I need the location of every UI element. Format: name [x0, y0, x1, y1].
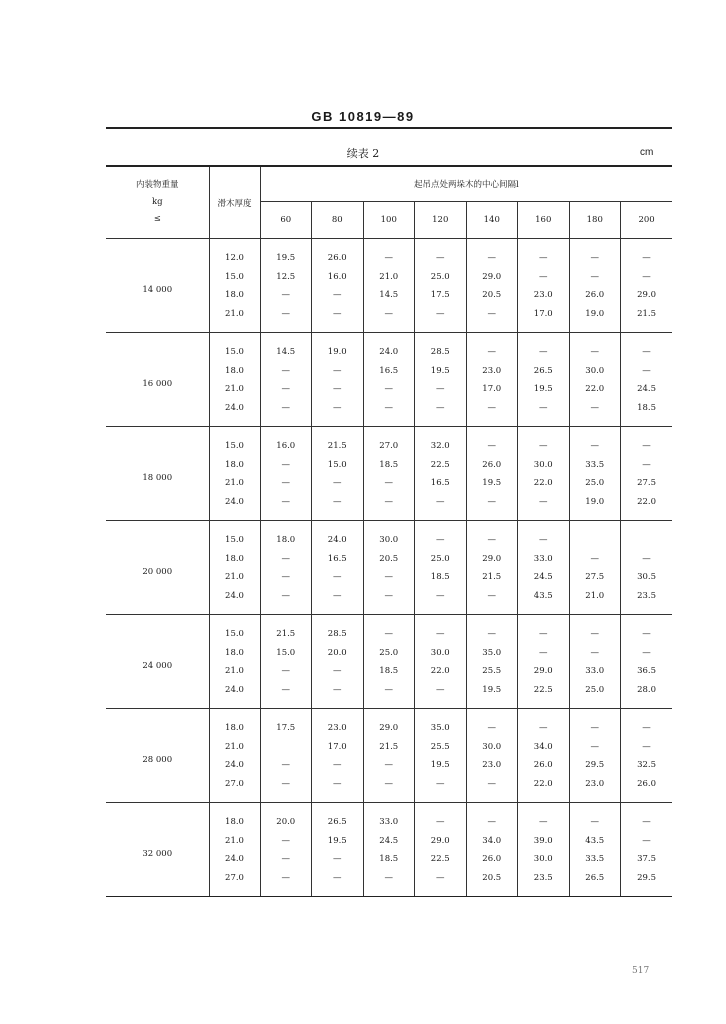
value-cell: — — [518, 427, 570, 456]
value-cell: 25.0 — [415, 268, 467, 287]
value-cell: 35.0 — [466, 644, 518, 663]
value-cell: 26.0 — [569, 286, 621, 305]
value-cell: — — [466, 775, 518, 803]
value-cell: 26.5 — [312, 803, 364, 832]
weight-cell: 16 000 — [106, 333, 209, 427]
value-cell: — — [415, 615, 467, 644]
value-cell: 43.5 — [569, 832, 621, 851]
weight-cell: 28 000 — [106, 709, 209, 803]
spacing-header-100: 100 — [363, 202, 415, 239]
value-cell: — — [312, 587, 364, 615]
value-cell: — — [260, 362, 312, 381]
value-cell: — — [415, 399, 467, 427]
value-cell: 18.5 — [363, 662, 415, 681]
value-cell: — — [260, 832, 312, 851]
value-cell: — — [260, 587, 312, 615]
value-cell: 26.0 — [466, 850, 518, 869]
value-cell: — — [518, 333, 570, 362]
value-cell: 21.5 — [621, 305, 673, 333]
value-cell: — — [466, 587, 518, 615]
value-cell: 34.0 — [466, 832, 518, 851]
value-cell: 32.5 — [637, 760, 657, 771]
value-cell: 17.5 — [415, 286, 467, 305]
value-cell: — — [466, 239, 518, 268]
value-cell: 25.0 — [363, 644, 415, 663]
value-cell: — — [260, 662, 312, 681]
value-cell: — — [312, 305, 364, 333]
value-cell: — — [312, 380, 364, 399]
value-cell: 22.0 — [518, 775, 570, 803]
value-cell: 27.0 — [363, 427, 415, 456]
value-cell: 23.0 — [466, 362, 518, 381]
value-cell: — — [260, 681, 312, 709]
value-cell: — — [312, 568, 364, 587]
top-rule — [106, 127, 672, 129]
value-cell: 29.5 — [621, 869, 673, 897]
thickness-cell: 27.0 — [209, 869, 260, 897]
value-cell: — — [642, 253, 651, 264]
thickness-cell: 24.0 — [209, 756, 260, 775]
value-cell: — — [642, 817, 651, 828]
value-cell: — — [363, 474, 415, 493]
value-cell: — — [415, 305, 467, 333]
value-cell: 37.5 — [637, 854, 657, 865]
spacing-table — [106, 165, 672, 897]
value-cell: 17.0 — [518, 305, 570, 333]
value-cell: 23.5 — [518, 869, 570, 897]
value-cell: 26.0 — [312, 239, 364, 268]
value-cell — [260, 738, 312, 757]
value-cell: 26.5 — [518, 362, 570, 381]
value-cell: 20.5 — [363, 550, 415, 569]
value-cell: — — [363, 587, 415, 615]
thickness-cell: 15.0 — [209, 521, 260, 550]
thickness-cell: 24.0 — [209, 399, 260, 427]
value-cell: 30.0 — [569, 362, 621, 381]
value-cell: 16.5 — [312, 550, 364, 569]
value-cell: 15.0 — [260, 644, 312, 663]
thickness-cell: 18.0 — [209, 709, 260, 738]
value-cell: 30.5 — [637, 572, 657, 583]
value-cell: 17.0 — [466, 380, 518, 399]
value-cell: 29.0 — [466, 550, 518, 569]
value-cell: 33.5 — [569, 850, 621, 869]
value-cell: 27.5 — [569, 568, 621, 587]
value-cell: — — [312, 286, 364, 305]
thickness-cell: 21.0 — [209, 662, 260, 681]
value-cell: — — [363, 568, 415, 587]
value-cell: 14.5 — [260, 333, 312, 362]
value-cell: — — [363, 681, 415, 709]
thickness-cell: 27.0 — [209, 775, 260, 803]
value-cell: — — [260, 474, 312, 493]
thickness-cell: 15.0 — [209, 427, 260, 456]
value-cell: — — [260, 399, 312, 427]
span-header: 起吊点处两垛木的中心间隔l — [260, 166, 672, 202]
value-cell: — — [363, 380, 415, 399]
value-cell: 22.0 — [518, 474, 570, 493]
thickness-cell: 12.0 — [209, 239, 260, 268]
value-cell: 23.0 — [312, 709, 364, 738]
value-cell: 21.5 — [260, 615, 312, 644]
value-cell: — — [518, 239, 570, 268]
value-cell: — — [518, 521, 570, 550]
value-cell: 21.5 — [363, 738, 415, 757]
value-cell: 20.0 — [260, 803, 312, 832]
value-cell: 16.0 — [312, 268, 364, 287]
weight-cell: 18 000 — [106, 427, 209, 521]
value-cell: — — [518, 399, 570, 427]
table-row — [106, 333, 672, 362]
thickness-cell: 21.0 — [209, 474, 260, 493]
value-cell: — — [363, 775, 415, 803]
thickness-cell: 15.0 — [209, 333, 260, 362]
value-cell: 18.5 — [363, 850, 415, 869]
weight-header-line: 内装物重量 — [135, 180, 179, 190]
value-cell: — — [260, 493, 312, 521]
value-cell: — — [312, 362, 364, 381]
value-cell: 33.0 — [363, 803, 415, 832]
value-cell: 33.5 — [569, 456, 621, 475]
thickness-cell: 24.0 — [209, 493, 260, 521]
unit-label: cm — [640, 147, 654, 158]
table-row — [106, 521, 672, 550]
value-cell: — — [642, 347, 651, 358]
value-cell: 34.0 — [518, 738, 570, 757]
weight-cell: 24 000 — [106, 615, 209, 709]
table-row — [106, 427, 672, 456]
value-cell: — — [466, 493, 518, 521]
value-cell: 29.0 — [363, 709, 415, 738]
value-cell: 29.0 — [518, 662, 570, 681]
spacing-header-80: 80 — [312, 202, 364, 239]
table-body — [106, 239, 672, 897]
value-cell: 24.5 — [518, 568, 570, 587]
value-cell — [621, 521, 673, 550]
value-cell: 29.0 — [637, 290, 657, 301]
value-cell: 30.0 — [415, 644, 467, 663]
value-cell: — — [642, 629, 651, 640]
value-cell: — — [312, 493, 364, 521]
value-cell: — — [312, 399, 364, 427]
value-cell: 16.5 — [415, 474, 467, 493]
table-caption: 续表 2 — [346, 147, 380, 160]
value-cell: — — [642, 365, 651, 376]
value-cell: — — [518, 644, 570, 663]
value-cell: — — [312, 850, 364, 869]
value-cell: — — [642, 271, 651, 282]
value-cell: 18.5 — [415, 568, 467, 587]
value-cell: — — [415, 380, 467, 399]
value-cell: 15.0 — [312, 456, 364, 475]
spacing-header-160: 160 — [518, 202, 570, 239]
value-cell: 23.0 — [466, 756, 518, 775]
value-cell: — — [415, 239, 467, 268]
value-cell: — — [569, 615, 621, 644]
value-cell: 19.5 — [260, 239, 312, 268]
thickness-header: 滑木厚度 — [209, 166, 260, 239]
weight-cell: 32 000 — [106, 803, 209, 897]
value-cell: 24.0 — [363, 333, 415, 362]
value-cell: — — [312, 474, 364, 493]
value-cell: — — [363, 239, 415, 268]
value-cell: 23.5 — [621, 587, 673, 615]
value-cell: — — [415, 587, 467, 615]
value-cell: — — [642, 741, 651, 752]
value-cell: — — [363, 493, 415, 521]
value-cell: 30.0 — [363, 521, 415, 550]
table-row — [106, 709, 672, 738]
value-cell: — — [569, 709, 621, 738]
value-cell: — — [363, 399, 415, 427]
value-cell: 30.0 — [466, 738, 518, 757]
value-cell: — — [415, 521, 467, 550]
value-cell: — — [466, 333, 518, 362]
value-cell: 16.5 — [363, 362, 415, 381]
spacing-header-140: 140 — [466, 202, 518, 239]
thickness-cell: 21.0 — [209, 568, 260, 587]
thickness-cell: 21.0 — [209, 380, 260, 399]
value-cell: — — [260, 869, 312, 897]
value-cell: — — [415, 775, 467, 803]
value-cell: — — [569, 239, 621, 268]
value-cell: 22.0 — [415, 662, 467, 681]
value-cell: 19.5 — [466, 474, 518, 493]
thickness-cell: 18.0 — [209, 803, 260, 832]
value-cell: 32.0 — [415, 427, 467, 456]
value-cell: — — [415, 869, 467, 897]
spacing-header-180: 180 — [569, 202, 621, 239]
value-cell: 29.5 — [569, 756, 621, 775]
standard-number: GB 10819—89 — [311, 109, 415, 124]
value-cell: — — [466, 305, 518, 333]
weight-header-unit: kg — [151, 197, 163, 207]
spacing-header-120: 120 — [415, 202, 467, 239]
value-cell: — — [466, 803, 518, 832]
value-cell: — — [466, 615, 518, 644]
value-cell: — — [518, 268, 570, 287]
thickness-cell: 24.0 — [209, 850, 260, 869]
value-cell: 19.5 — [415, 756, 467, 775]
thickness-cell: 15.0 — [209, 615, 260, 644]
value-cell: 26.0 — [466, 456, 518, 475]
value-cell: 26.0 — [518, 756, 570, 775]
weight-cell: 20 000 — [106, 521, 209, 615]
value-cell: 19.0 — [569, 493, 621, 521]
value-cell: 18.0 — [260, 521, 312, 550]
value-cell: — — [363, 615, 415, 644]
value-cell: 29.0 — [466, 268, 518, 287]
spacing-header-200: 200 — [621, 202, 673, 239]
value-cell: 24.5 — [637, 384, 657, 395]
thickness-cell: 15.0 — [209, 268, 260, 287]
value-cell: 29.0 — [415, 832, 467, 851]
value-cell: 26.5 — [569, 869, 621, 897]
value-cell: — — [642, 723, 651, 734]
value-cell: — — [363, 869, 415, 897]
value-cell: 25.0 — [569, 681, 621, 709]
value-cell: 20.5 — [466, 869, 518, 897]
value-cell: 25.0 — [415, 550, 467, 569]
value-cell: 24.5 — [363, 832, 415, 851]
value-cell: — — [260, 850, 312, 869]
thickness-cell: 21.0 — [209, 738, 260, 757]
value-cell: 21.0 — [569, 587, 621, 615]
page-number: 517 — [632, 966, 650, 976]
value-cell: — — [518, 709, 570, 738]
value-cell: 28.5 — [312, 615, 364, 644]
value-cell: — — [466, 399, 518, 427]
value-cell: 23.0 — [569, 775, 621, 803]
value-cell: 30.0 — [518, 456, 570, 475]
value-cell: — — [312, 869, 364, 897]
value-cell: 25.5 — [466, 662, 518, 681]
value-cell: 30.0 — [518, 850, 570, 869]
value-cell: — — [569, 644, 621, 663]
value-cell: 28.5 — [415, 333, 467, 362]
value-cell: 39.0 — [518, 832, 570, 851]
thickness-cell: 24.0 — [209, 587, 260, 615]
value-cell: 19.0 — [569, 305, 621, 333]
value-cell: — — [642, 647, 651, 658]
spacing-header-60: 60 — [260, 202, 312, 239]
value-cell: 36.5 — [637, 666, 657, 677]
table-row — [106, 239, 672, 268]
value-cell: 21.5 — [312, 427, 364, 456]
thickness-cell: 18.0 — [209, 456, 260, 475]
value-cell: — — [363, 756, 415, 775]
value-cell: 19.5 — [415, 362, 467, 381]
thickness-cell: 18.0 — [209, 550, 260, 569]
value-cell: 22.5 — [415, 850, 467, 869]
value-cell: — — [415, 803, 467, 832]
value-cell: 16.0 — [260, 427, 312, 456]
value-cell: — — [642, 459, 651, 470]
value-cell: — — [260, 286, 312, 305]
thickness-cell: 18.0 — [209, 362, 260, 381]
value-cell: — — [518, 803, 570, 832]
value-cell: — — [569, 738, 621, 757]
value-cell: — — [260, 305, 312, 333]
value-cell: 28.0 — [621, 681, 673, 709]
value-cell: — — [569, 333, 621, 362]
value-cell: 17.0 — [312, 738, 364, 757]
value-cell: — — [260, 568, 312, 587]
table-row — [106, 615, 672, 644]
weight-header-symbol: ≤ — [153, 214, 161, 224]
value-cell: 43.5 — [518, 587, 570, 615]
value-cell: 20.0 — [312, 644, 364, 663]
value-cell: 19.5 — [518, 380, 570, 399]
value-cell: 26.0 — [621, 775, 673, 803]
value-cell: 24.0 — [312, 521, 364, 550]
value-cell — [569, 521, 621, 550]
value-cell: 22.0 — [569, 380, 621, 399]
value-cell: 21.0 — [363, 268, 415, 287]
table-head — [106, 166, 672, 239]
value-cell: 33.0 — [518, 550, 570, 569]
value-cell: 17.5 — [260, 709, 312, 738]
value-cell: 22.5 — [518, 681, 570, 709]
value-cell: — — [569, 803, 621, 832]
value-cell: 12.5 — [260, 268, 312, 287]
value-cell: — — [260, 550, 312, 569]
value-cell: 19.0 — [312, 333, 364, 362]
value-cell: — — [260, 380, 312, 399]
table-row — [106, 803, 672, 832]
value-cell: 22.5 — [415, 456, 467, 475]
value-cell: — — [363, 305, 415, 333]
value-cell: — — [312, 756, 364, 775]
value-cell: — — [569, 550, 621, 569]
value-cell: — — [312, 681, 364, 709]
value-cell: — — [312, 662, 364, 681]
thickness-cell: 21.0 — [209, 832, 260, 851]
value-cell: 27.5 — [637, 478, 657, 489]
weight-header — [106, 166, 209, 239]
value-cell: — — [260, 756, 312, 775]
value-cell: — — [569, 399, 621, 427]
value-cell: 22.0 — [621, 493, 673, 521]
value-cell: — — [260, 456, 312, 475]
value-cell: — — [260, 775, 312, 803]
value-cell: — — [518, 493, 570, 521]
value-cell: 35.0 — [415, 709, 467, 738]
thickness-cell: 18.0 — [209, 286, 260, 305]
value-cell: 25.5 — [415, 738, 467, 757]
thickness-cell: 18.0 — [209, 644, 260, 663]
value-cell: 14.5 — [363, 286, 415, 305]
value-cell: 19.5 — [312, 832, 364, 851]
value-cell: — — [518, 615, 570, 644]
value-cell: 18.5 — [363, 456, 415, 475]
thickness-cell: 21.0 — [209, 305, 260, 333]
value-cell: — — [466, 521, 518, 550]
value-cell: 18.5 — [621, 399, 673, 427]
value-cell: — — [415, 681, 467, 709]
thickness-cell: 24.0 — [209, 681, 260, 709]
value-cell: 21.5 — [466, 568, 518, 587]
value-cell: — — [642, 553, 651, 564]
value-cell: 19.5 — [466, 681, 518, 709]
value-cell: — — [466, 709, 518, 738]
value-cell: 20.5 — [466, 286, 518, 305]
value-cell: 25.0 — [569, 474, 621, 493]
value-cell: — — [642, 441, 651, 452]
value-cell: — — [642, 835, 651, 846]
value-cell: — — [466, 427, 518, 456]
value-cell: — — [312, 775, 364, 803]
value-cell: 33.0 — [569, 662, 621, 681]
weight-cell: 14 000 — [106, 239, 209, 333]
value-cell: — — [569, 427, 621, 456]
value-cell: — — [569, 268, 621, 287]
value-cell: — — [415, 493, 467, 521]
value-cell: 23.0 — [518, 286, 570, 305]
